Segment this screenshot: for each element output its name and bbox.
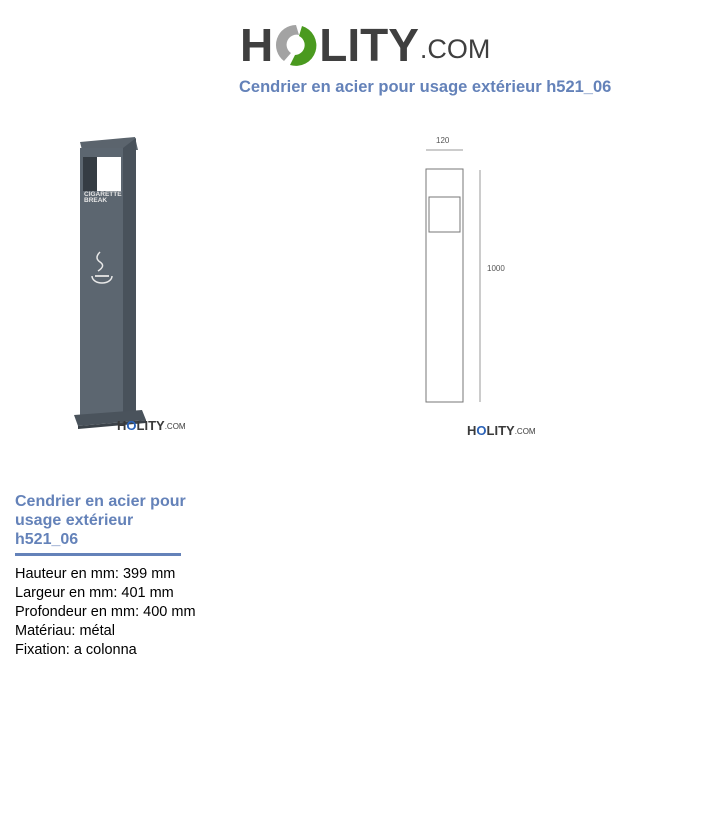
holity-logo[interactable]: [240, 12, 491, 71]
spec-fixation: Fixation: a colonna: [15, 642, 137, 658]
product-photo: [60, 130, 210, 440]
technical-drawing: [400, 130, 560, 445]
logo-letter-h: H: [240, 19, 274, 71]
dimension-drawing-graphic: [400, 130, 560, 410]
spec-height: Hauteur en mm: 399 mm: [15, 566, 176, 582]
logo-tld: .COM: [419, 34, 491, 64]
logo-ring-icon: [274, 22, 318, 68]
svg-text:120: 120: [436, 136, 450, 145]
spec-width: Largeur en mm: 401 mm: [15, 585, 174, 601]
svg-text:CIGARETTE: CIGARETTE: [84, 191, 122, 198]
title-divider: [15, 553, 181, 556]
ashtray-photo-graphic: [60, 130, 210, 440]
spec-material: Matériau: métal: [15, 623, 115, 639]
spec-depth: Profondeur en mm: 400 mm: [15, 604, 196, 620]
page-title: Cendrier en acier pour usage extérieur h521_06: [239, 78, 612, 96]
product-title: Cendrier en acier pour usage extérieur h521_06: [15, 493, 186, 548]
logo-letters-lity: LITY: [319, 19, 419, 71]
drawing-watermark: H O LITY .COM: [467, 423, 536, 438]
photo-watermark: H O LITY .COM: [117, 418, 186, 433]
svg-text:1000: 1000: [487, 264, 505, 273]
product-specs: [15, 565, 196, 660]
svg-text:BREAK: BREAK: [84, 197, 108, 204]
